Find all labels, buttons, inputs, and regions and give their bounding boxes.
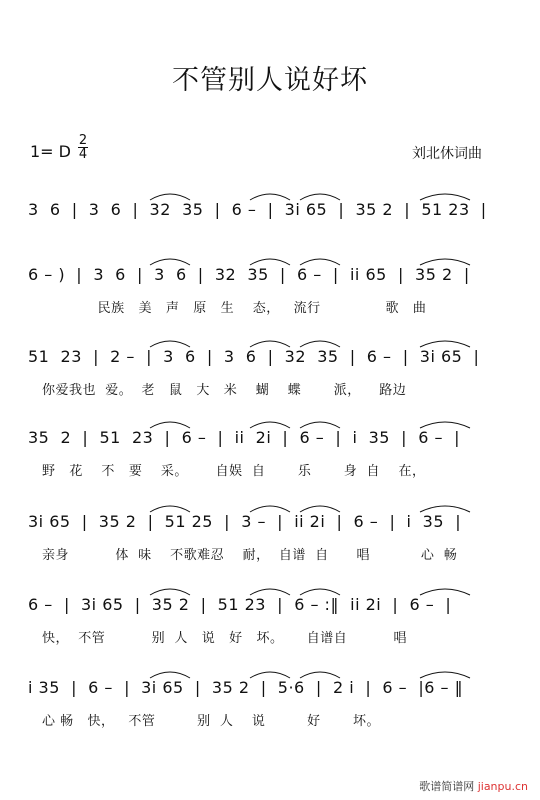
slur-arc <box>150 422 190 428</box>
slur-arc <box>250 259 290 265</box>
slur-arc <box>300 259 340 265</box>
score-row <box>0 347 540 407</box>
lyrics-line: 快， 不管 别 人 说 好 坏。 自谱自 唱 <box>42 631 408 646</box>
notes-line: 3 6 | 3 6 | 32 35 | 6 – | 3i 65 | 35 2 | 51 23 | <box>28 200 487 219</box>
slur-marks <box>0 658 540 682</box>
time-signature <box>78 134 88 161</box>
slur-marks <box>0 180 540 204</box>
watermark-domain: jianpu.cn <box>477 780 528 793</box>
notes-line: 3i 65 | 35 2 | 51 25 | 3 – | ii 2i | 6 – | i 35 | <box>28 512 462 531</box>
slur-arc <box>300 341 340 347</box>
slur-arc <box>250 341 290 347</box>
watermark-site: 歌谱简谱网 <box>419 780 475 793</box>
composer-credit: 刘北休词曲 <box>412 146 482 162</box>
slur-arc <box>300 672 340 678</box>
score-row <box>0 678 540 738</box>
watermark <box>419 778 528 794</box>
lyrics-line: 民族 美 声 原 生 态， 流行 歌 曲 <box>42 301 427 316</box>
slur-marks <box>0 575 540 599</box>
slur-arc <box>300 589 340 595</box>
score-row <box>0 512 540 572</box>
notes-line: 6 – | 3i 65 | 35 2 | 51 23 | 6 – :‖ ii 2i | 6 – | <box>28 595 452 614</box>
lyrics-line: 野 花 不 要 采。 自娱 自 乐 身 自 在， <box>42 464 426 479</box>
slur-arc <box>420 672 470 678</box>
slur-arc <box>250 589 290 595</box>
slur-arc <box>150 194 190 200</box>
key-signature <box>30 133 88 162</box>
slur-marks <box>0 245 540 269</box>
key-label: 1= D <box>30 142 71 161</box>
slur-arc <box>300 422 340 428</box>
slur-arc <box>150 672 190 678</box>
slur-arc <box>150 589 190 595</box>
notes-line: 51 23 | 2 – | 3 6 | 3 6 | 32 35 | 6 – | 3i 65 | <box>28 347 480 366</box>
notes-line: 6 – ) | 3 6 | 3 6 | 32 35 | 6 – | ii 65 | 35 2 | <box>28 265 470 284</box>
time-top: 2 <box>78 133 88 148</box>
lyrics-line: 亲身 体 味 不歌难忍 耐， 自谱 自 唱 心 畅 <box>42 548 458 563</box>
slur-marks <box>0 327 540 351</box>
slur-arc <box>420 589 470 595</box>
slur-arc <box>250 672 290 678</box>
lyrics-line: 你爱我也 爱。 老 鼠 大 米 蝴 蝶 派， 路边 <box>42 383 407 398</box>
time-bottom: 4 <box>78 147 88 162</box>
slur-arc <box>150 506 190 512</box>
slur-marks <box>0 408 540 432</box>
notes-line: i 35 | 6 – | 3i 65 | 35 2 | 5·6 | 2 i | 6 – |6 – ‖ <box>28 678 464 697</box>
slur-arc <box>150 341 190 347</box>
slur-arc <box>420 259 470 265</box>
score-row <box>0 595 540 655</box>
lyrics-line: 心 畅 快， 不管 别 人 说 好 坏。 <box>42 714 381 729</box>
slur-arc <box>420 341 470 347</box>
slur-arc <box>420 422 470 428</box>
slur-arc <box>420 506 470 512</box>
slur-arc <box>300 506 340 512</box>
slur-arc <box>420 194 470 200</box>
slur-marks <box>0 492 540 516</box>
notes-line: 35 2 | 51 23 | 6 – | ii 2i | 6 – | i 35 | 6 – | <box>28 428 461 447</box>
song-title: 不管别人说好坏 <box>172 65 368 96</box>
score-row <box>0 265 540 325</box>
slur-arc <box>300 194 340 200</box>
slur-arc <box>250 422 290 428</box>
slur-arc <box>250 506 290 512</box>
score-row <box>0 428 540 488</box>
slur-arc <box>250 194 290 200</box>
slur-arc <box>150 259 190 265</box>
